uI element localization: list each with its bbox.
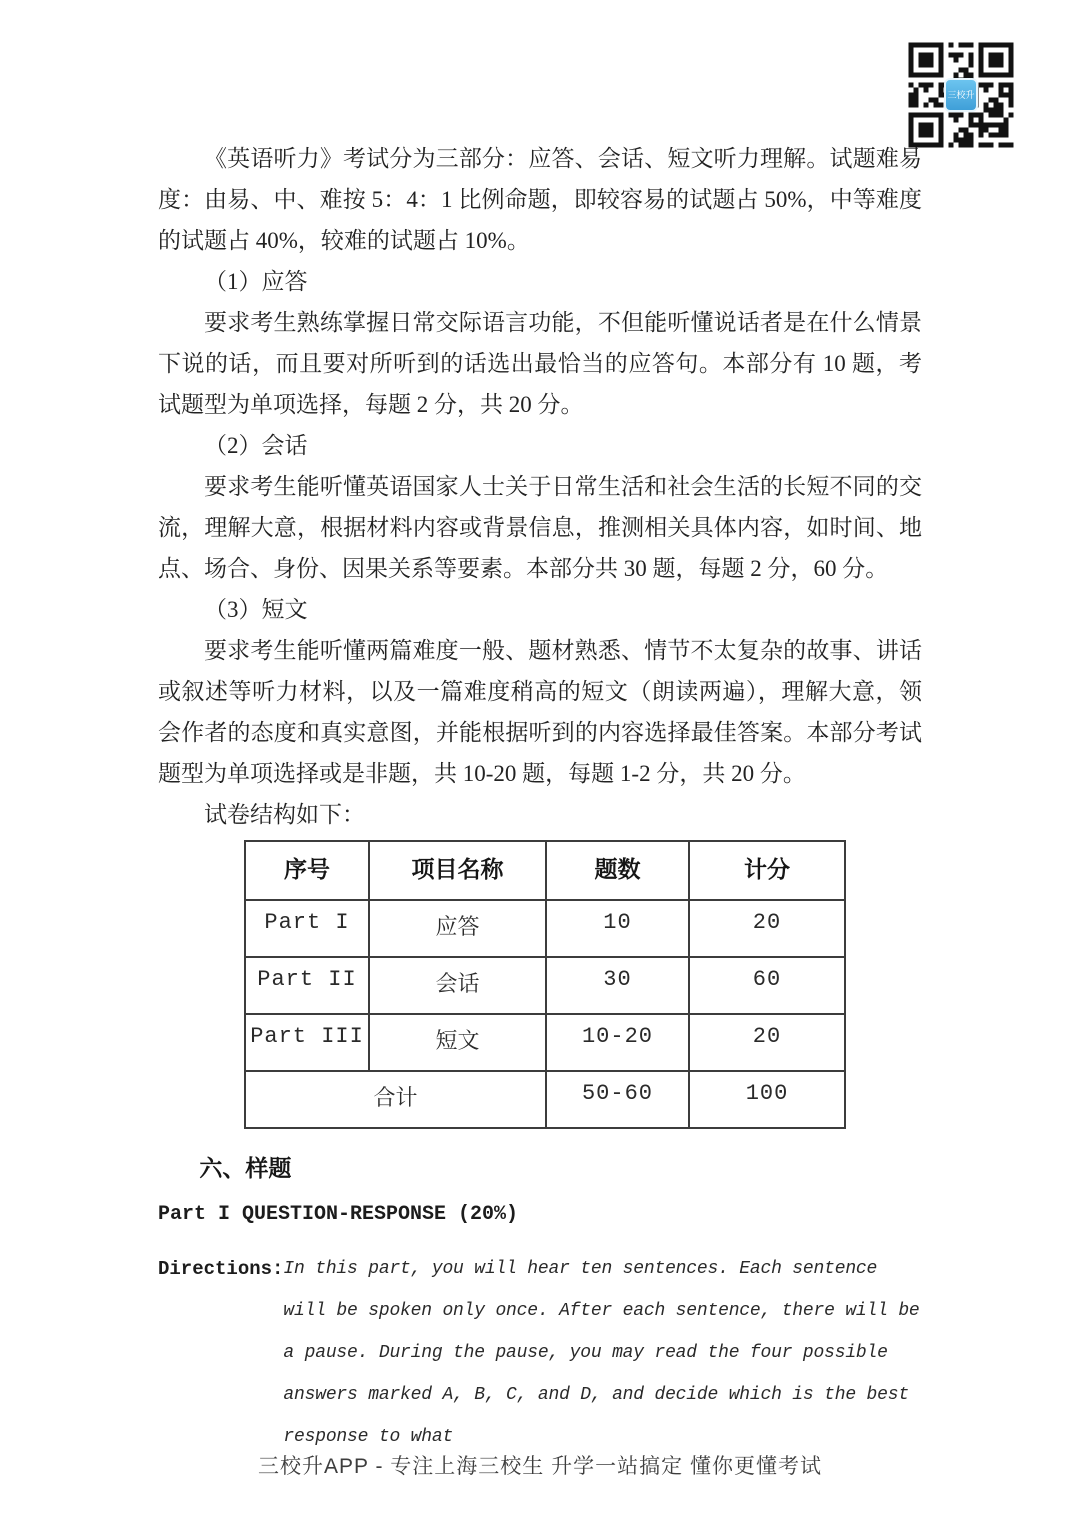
paragraph-part3-passages: 要求考生能听懂两篇难度一般、题材熟悉、情节不太复杂的故事、讲话或叙述等听力材料，以及一篇难度稍高的短文（朗读两遍），理解大意，领会作者的态度和真实意图，并能根据听到的内容选择最佳答案。本部分考试题型为单项选择或是非题，共 10-20 题，每题 1-2 分，共 20 分。 <box>158 638 922 786</box>
table-header-row <box>245 841 845 900</box>
directions-label: Directions: <box>158 1258 284 1280</box>
directions-text: In this part, you will hear ten sentences. Each sentence will be spoken only once. After each sentence, there will be a pause. During the pause, you may read the four possible answers marked A, B, C, and D, and decide which is the best response to what <box>283 1259 920 1447</box>
cell-item: 短文 <box>369 1014 546 1071</box>
table-row <box>245 900 845 957</box>
cell-score: 60 <box>689 957 845 1014</box>
col-header-score: 计分 <box>689 841 845 900</box>
cell-total-score: 100 <box>689 1071 845 1128</box>
cell-total-count: 50-60 <box>546 1071 689 1128</box>
cell-item: 应答 <box>369 900 546 957</box>
exam-structure-table <box>244 840 846 1129</box>
part1-sample-title: Part I QUESTION-RESPONSE (20%) <box>158 1203 519 1226</box>
heading-part2-conversations: （2）会话 <box>204 433 308 458</box>
heading-part3-passages: （3）短文 <box>204 597 308 622</box>
paragraph-part1-responses: 要求考生熟练掌握日常交际语言功能，不但能听懂说话者是在什么情景下说的话，而且要对所听到的话选出最恰当的应答句。本部分有 10 题，考试题型为单项选择，每题 2 分，共 20 分。 <box>158 310 922 417</box>
table-total-row <box>245 1071 845 1128</box>
cell-part: Part II <box>245 957 369 1014</box>
footer-text: 三校升APP - 专注上海三校生 升学一站搞定 懂你更懂考试 <box>258 1455 822 1478</box>
directions-block <box>158 1248 922 1458</box>
paragraph-part2-conversations: 要求考生能听懂英语国家人士关于日常生活和社会生活的长短不同的交流，理解大意，根据材料内容或背景信息，推测相关具体内容，如时间、地点、场合、身份、因果关系等要素。本部分共 30 题，每题 2 分，60 分。 <box>158 474 922 581</box>
qr-code <box>906 40 1016 150</box>
col-header-question-count: 题数 <box>546 841 689 900</box>
section-heading-sample-questions: 六、样题 <box>199 1155 292 1181</box>
cell-item: 会话 <box>369 957 546 1014</box>
qr-logo-text: 三校升 <box>947 90 975 100</box>
cell-part: Part III <box>245 1014 369 1071</box>
cell-score: 20 <box>689 1014 845 1071</box>
cell-count: 10-20 <box>546 1014 689 1071</box>
col-header-number: 序号 <box>245 841 369 900</box>
paragraph-exam-overview: 《英语听力》考试分为三部分：应答、会话、短文听力理解。试题难易度：由易、中、难按 5：4：1 比例命题，即较容易的试题占 50%，中等难度的试题占 40%，较难的试题占 10%。 <box>158 146 922 253</box>
table-row <box>245 1014 845 1071</box>
cell-count: 10 <box>546 900 689 957</box>
document-body <box>158 138 922 1458</box>
table-row <box>245 957 845 1014</box>
paragraph-table-intro: 试卷结构如下： <box>204 802 365 827</box>
heading-part1-responses: （1）应答 <box>204 269 308 294</box>
cell-score: 20 <box>689 900 845 957</box>
qr-logo <box>944 78 978 112</box>
cell-count: 30 <box>546 957 689 1014</box>
col-header-item-name: 项目名称 <box>369 841 546 900</box>
cell-total-label: 合计 <box>245 1071 546 1128</box>
cell-part: Part I <box>245 900 369 957</box>
